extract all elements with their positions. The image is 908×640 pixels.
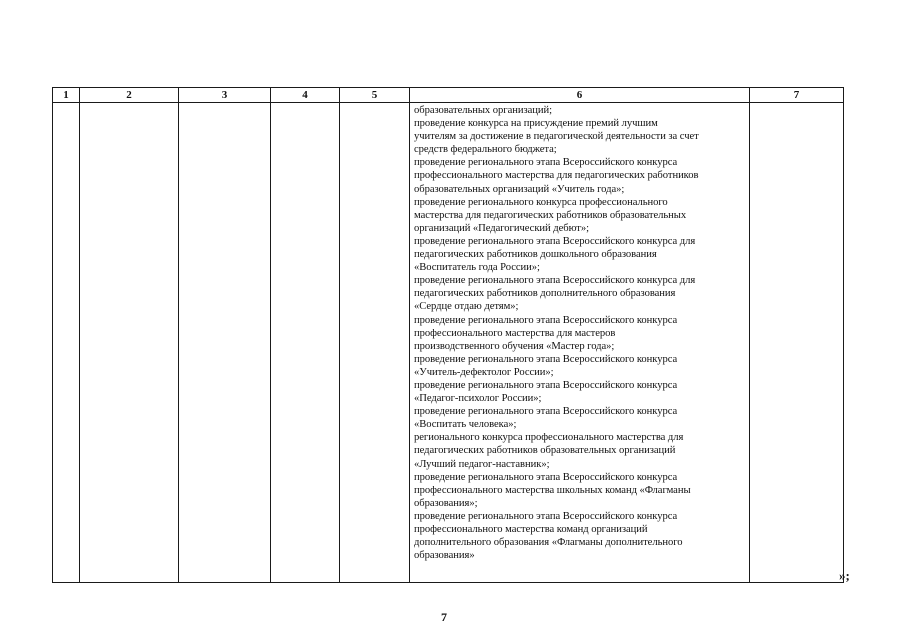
table-cell-4 <box>271 103 340 583</box>
text-line: профессионального мастерства для мастеров <box>414 327 616 339</box>
table-cell-6-text <box>410 103 750 583</box>
text-line: образования»; <box>414 497 478 509</box>
column-header-3: 3 <box>179 88 271 103</box>
text-line: профессионального мастерства для педагогических работников <box>414 170 699 182</box>
text-line: проведение регионального этапа Всероссийского конкурса <box>414 510 678 522</box>
column-header-7: 7 <box>750 88 844 103</box>
text-line: «Учитель-дефектолог России»; <box>414 366 554 378</box>
text-line: проведение конкурса на присуждение премий лучшим <box>414 118 658 130</box>
text-line: мастерства для педагогических работников образовательных <box>414 209 687 221</box>
text-line: профессионального мастерства команд организаций <box>414 524 648 535</box>
text-line: проведение регионального этапа Всероссийского конкурса <box>414 353 678 365</box>
text-line: проведение регионального этапа Всероссийского конкурса для <box>414 275 696 287</box>
table-cell-1 <box>53 103 80 583</box>
column-header-6: 6 <box>410 88 750 103</box>
column-header-1: 1 <box>53 88 80 103</box>
text-line: «Воспитатель года России»; <box>414 262 540 274</box>
table-row <box>53 103 844 583</box>
text-line: педагогических работников образовательных организаций <box>414 445 676 457</box>
text-line: «Сердце отдаю детям»; <box>414 301 519 313</box>
text-line: проведение регионального этапа Всероссийского конкурса <box>414 406 678 418</box>
text-line: педагогических работников дошкольного образования <box>414 249 657 261</box>
document-table <box>52 87 844 583</box>
text-line: «Воспитать человека»; <box>414 419 517 431</box>
closing-quote-mark: »; <box>839 568 850 583</box>
table-cell-3 <box>179 103 271 583</box>
column-header-4: 4 <box>271 88 340 103</box>
text-line: производственного обучения «Мастер года»; <box>414 340 615 352</box>
text-line: образования» <box>414 550 475 562</box>
text-line: средств федерального бюджета; <box>414 144 557 156</box>
page-number: 7 <box>441 610 447 624</box>
text-line: учителям за достижение в педагогической деятельности за счет <box>414 131 699 143</box>
text-line: регионального конкурса профессионального мастерства для <box>414 432 684 444</box>
text-line: образовательных организаций «Учитель года»; <box>414 183 625 195</box>
text-line: организаций «Педагогический дебют»; <box>414 222 590 234</box>
column-header-5: 5 <box>340 88 410 103</box>
text-line: проведение регионального конкурса профессионального <box>414 196 668 208</box>
text-line: проведение регионального этапа Всероссийского конкурса <box>414 314 678 326</box>
text-line: «Педагог-психолог России»; <box>414 393 542 405</box>
text-line: образовательных организаций; <box>414 105 552 116</box>
table-cell-5 <box>340 103 410 583</box>
table-cell-7 <box>750 103 844 583</box>
table-cell-2 <box>80 103 179 583</box>
text-line: дополнительного образования «Флагманы дополнительного <box>414 537 683 549</box>
text-line: профессионального мастерства школьных команд «Флагманы <box>414 484 691 496</box>
text-line: проведение регионального этапа Всероссийского конкурса для <box>414 235 696 247</box>
text-line: проведение регионального этапа Всероссийского конкурса <box>414 157 678 169</box>
column-header-2: 2 <box>80 88 179 103</box>
text-line: «Лучший педагог-наставник»; <box>414 458 550 470</box>
text-line: педагогических работников дополнительного образования <box>414 288 676 300</box>
table-header-row <box>53 88 844 103</box>
text-line: проведение регионального этапа Всероссийского конкурса <box>414 471 678 483</box>
text-line: проведение регионального этапа Всероссийского конкурса <box>414 379 678 391</box>
